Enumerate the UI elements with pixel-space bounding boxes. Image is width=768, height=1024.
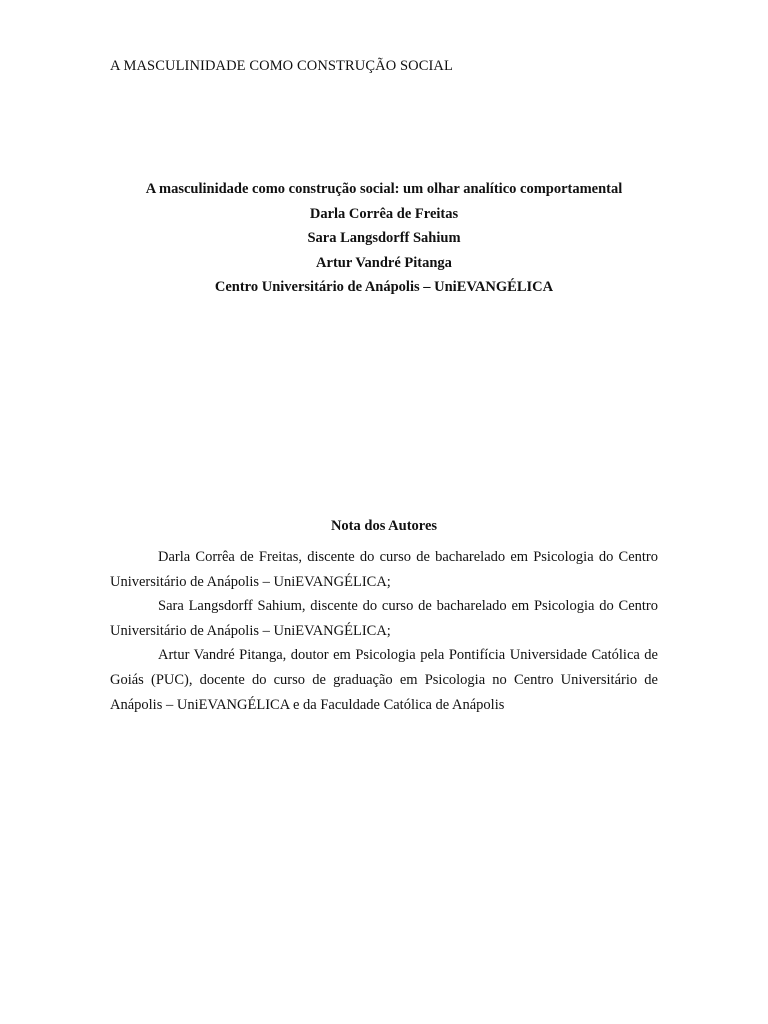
author-name: Sara Langsdorff Sahium (307, 230, 461, 246)
title-block (110, 177, 658, 300)
author-name: Darla Corrêa de Freitas (309, 205, 459, 222)
author-note-paragraph: Darla Corrêa de Freitas, discente do curso de bacharelado em Psicologia do Centro Universitário de Anápolis – UniEVANGÉLICA; (110, 549, 658, 590)
institution: Centro Universitário de Anápolis – UniEVANGÉLICA (214, 279, 554, 295)
author-notes (110, 545, 658, 717)
author-notes-heading: Nota dos Autores (330, 518, 438, 534)
running-head: A MASCULINIDADE COMO CONSTRUÇÃO SOCIAL (110, 58, 453, 74)
author-note-paragraph: Artur Vandré Pitanga, doutor em Psicologia pela Pontifícia Universidade Católica de Goiás (PUC), docente do curso de graduação em Psicologia no Centro Universitário de Anápolis – UniEVANGÉLICA e da Faculdade Católica de Anápolis (110, 647, 658, 713)
paper-title: A masculinidade como construção social: um olhar analítico comportamental (145, 181, 623, 197)
author-note-paragraph: Sara Langsdorff Sahium, discente do curso de bacharelado em Psicologia do Centro Universitário de Anápolis – UniEVANGÉLICA; (110, 598, 658, 639)
author-name: Artur Vandré Pitanga (316, 254, 452, 271)
